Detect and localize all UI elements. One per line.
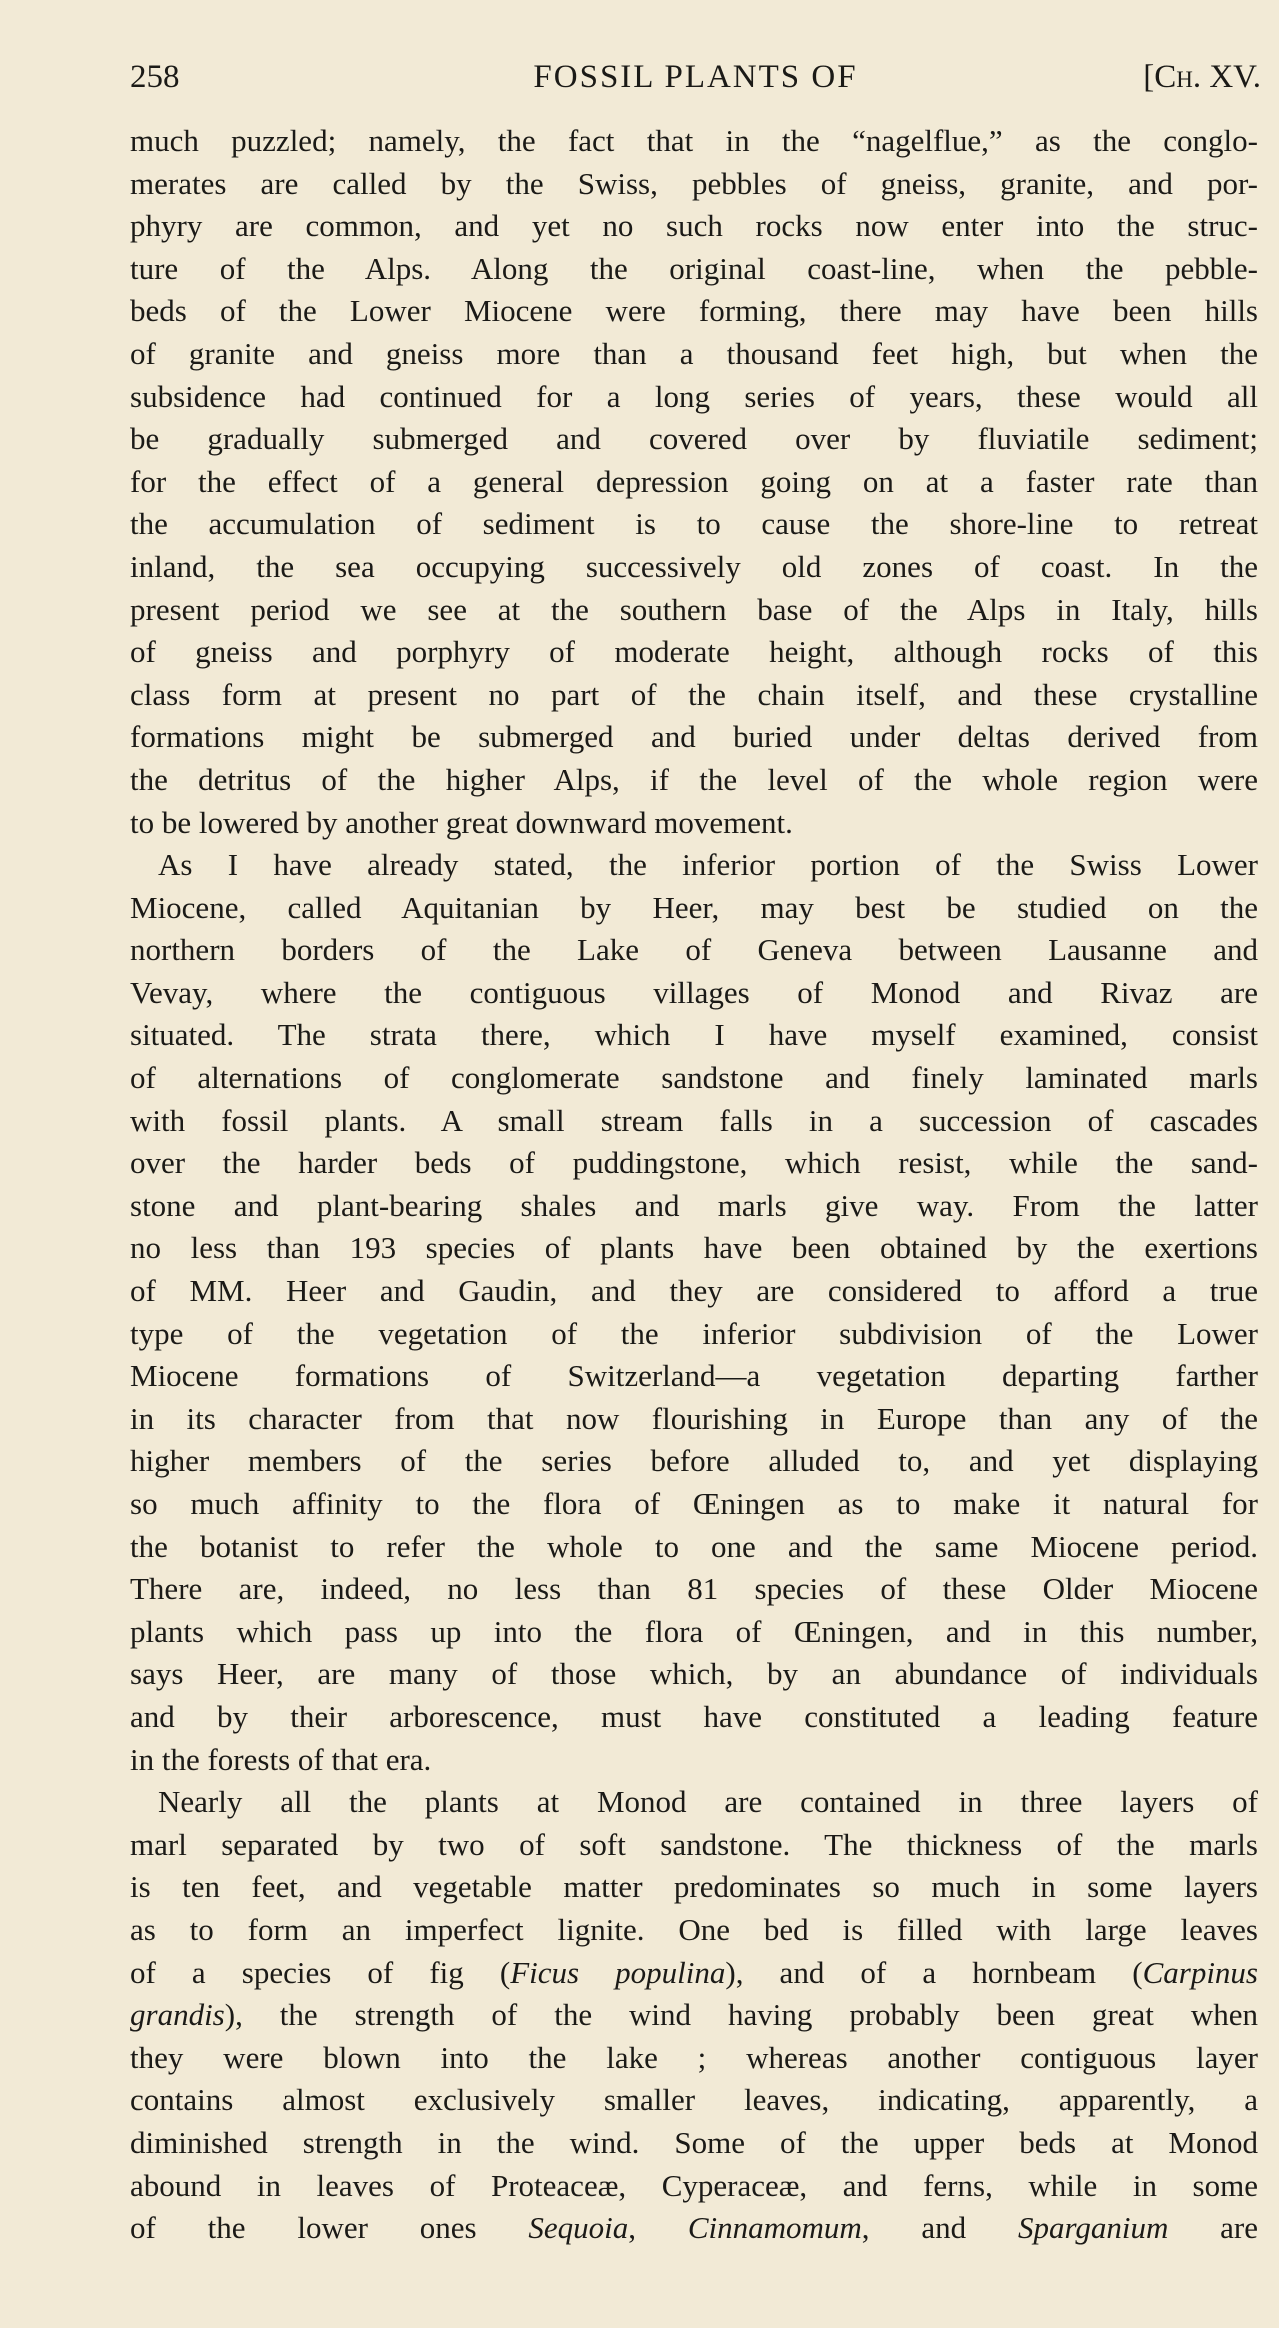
text-segment: of a species of fig ( (130, 1954, 511, 1990)
body-text (130, 120, 1258, 2250)
italic-species-name: grandis (130, 1997, 225, 2033)
text-line: much puzzled; namely, the fact that in the “nagelflue,” as the conglo- (130, 123, 1258, 158)
text-line: class form at present no part of the chain itself, and these crystalline (130, 676, 1258, 712)
text-line: Miocene, called Aquitanian by Heer, may best be studied on the (130, 889, 1258, 925)
italic-species-name: Carpinus (1142, 1954, 1258, 1990)
text-line: ture of the Alps. Along the original coast-line, when the pebble- (130, 250, 1258, 286)
text-segment: ), and of a hornbeam ( (725, 1954, 1143, 1990)
text-line: phyry are common, and yet no such rocks now enter into the struc- (130, 208, 1258, 244)
text-line-with-italics (130, 1994, 1258, 2037)
text-line: so much affinity to the flora of Œningen as to make it natural for (130, 1486, 1258, 1521)
text-line: contains almost exclusively smaller leaves, indicating, apparently, a (130, 2082, 1258, 2118)
text-line: and by their arborescence, must have constituted a leading feature (130, 1698, 1258, 1734)
text-line: is ten feet, and vegetable matter predominates so much in some layers (130, 1869, 1258, 1905)
text-line-with-italics (130, 1952, 1258, 1995)
text-line: stone and plant-bearing shales and marls give way. From the latter (130, 1187, 1258, 1223)
text-segment: of the lower ones (130, 2210, 529, 2246)
text-line: There are, indeed, no less than 81 species of these Older Miocene (130, 1571, 1258, 1607)
page-number: 258 (130, 59, 180, 95)
text-line: diminished strength in the wind. Some of the upper beds at Monod (130, 2124, 1258, 2160)
paragraph-start-line: Nearly all the plants at Monod are contained in three layers of (158, 1784, 1258, 1820)
text-line: marl separated by two of soft sandstone. The thickness of the marls (130, 1826, 1258, 1862)
text-line: of alternations of conglomerate sandstone and finely laminated marls (130, 1060, 1258, 1096)
text-line: subsidence had continued for a long series of years, these would all (130, 378, 1258, 414)
text-line: of granite and gneiss more than a thousand feet high, but when the (130, 335, 1258, 371)
text-line: of MM. Heer and Gaudin, and they are considered to afford a true (130, 1273, 1258, 1309)
text-line: inland, the sea occupying successively old zones of coast. In the (130, 548, 1258, 584)
text-segment: are (1168, 2210, 1258, 2246)
text-line: the detritus of the higher Alps, if the level of the whole region were (130, 761, 1258, 797)
text-line: says Heer, are many of those which, by an abundance of individuals (130, 1656, 1258, 1692)
text-line: plants which pass up into the flora of Œningen, and in this number, (130, 1613, 1258, 1649)
text-line: Vevay, where the contiguous villages of Monod and Rivaz are (130, 974, 1258, 1010)
text-line: Miocene formations of Switzerland—a vegetation departing farther (130, 1358, 1258, 1394)
chapter-reference: [Ch. XV. (1143, 59, 1261, 95)
text-line: formations might be submerged and buried under deltas derived from (130, 719, 1258, 755)
italic-genus-name: Sequoia (528, 2210, 629, 2246)
text-line: of gneiss and porphyry of moderate height, although rocks of this (130, 634, 1258, 670)
text-line: in its character from that now flourishing in Europe than any of the (130, 1400, 1258, 1436)
text-line: they were blown into the lake ; whereas another contiguous layer (130, 2039, 1258, 2075)
running-title: FOSSIL PLANTS OF (533, 59, 858, 95)
text-line: merates are called by the Swiss, pebbles of gneiss, granite, and por- (130, 165, 1258, 201)
text-line: present period we see at the southern base of the Alps in Italy, hills (130, 591, 1258, 627)
text-line: as to form an imperfect lignite. One bed is filled with large leaves (130, 1911, 1258, 1947)
italic-genus-name: Cinnamomum (687, 2210, 862, 2246)
text-line: type of the vegetation of the inferior subdivision of the Lower (130, 1315, 1258, 1351)
text-line: to be lowered by another great downward movement. (130, 804, 793, 840)
text-line: with fossil plants. A small stream falls in a succession of cascades (130, 1102, 1258, 1138)
text-line: for the effect of a general depression going on at a faster rate than (130, 463, 1258, 499)
text-line: northern borders of the Lake of Geneva between Lausanne and (130, 932, 1258, 968)
text-segment: , (628, 2210, 688, 2246)
text-line: over the harder beds of puddingstone, which resist, while the sand- (130, 1145, 1258, 1181)
paragraph-start-line: As I have already stated, the inferior portion of the Swiss Lower (158, 847, 1258, 883)
text-line: no less than 193 species of plants have been obtained by the exertions (130, 1230, 1258, 1266)
italic-genus-name: Sparganium (1017, 2210, 1169, 2246)
text-line: abound in leaves of Proteaceæ, Cyperaceæ, and ferns, while in some (130, 2167, 1258, 2203)
text-segment: , and (861, 2210, 1018, 2246)
text-segment: ), the strength of the wind having probably been great when (224, 1997, 1258, 2033)
page-header (130, 52, 1261, 102)
text-line: be gradually submerged and covered over by fluviatile sediment; (130, 421, 1258, 457)
text-line: the botanist to refer the whole to one and the same Miocene period. (130, 1528, 1258, 1564)
text-line: in the forests of that era. (130, 1741, 432, 1777)
text-line: higher members of the series before alluded to, and yet displaying (130, 1443, 1258, 1479)
italic-species-name: Ficus populina (510, 1954, 726, 1990)
text-line: situated. The strata there, which I have myself examined, consist (130, 1017, 1258, 1053)
text-line-with-italics (130, 2207, 1258, 2250)
text-line: beds of the Lower Miocene were forming, there may have been hills (130, 293, 1258, 329)
text-line: the accumulation of sediment is to cause the shore-line to retreat (130, 506, 1258, 542)
